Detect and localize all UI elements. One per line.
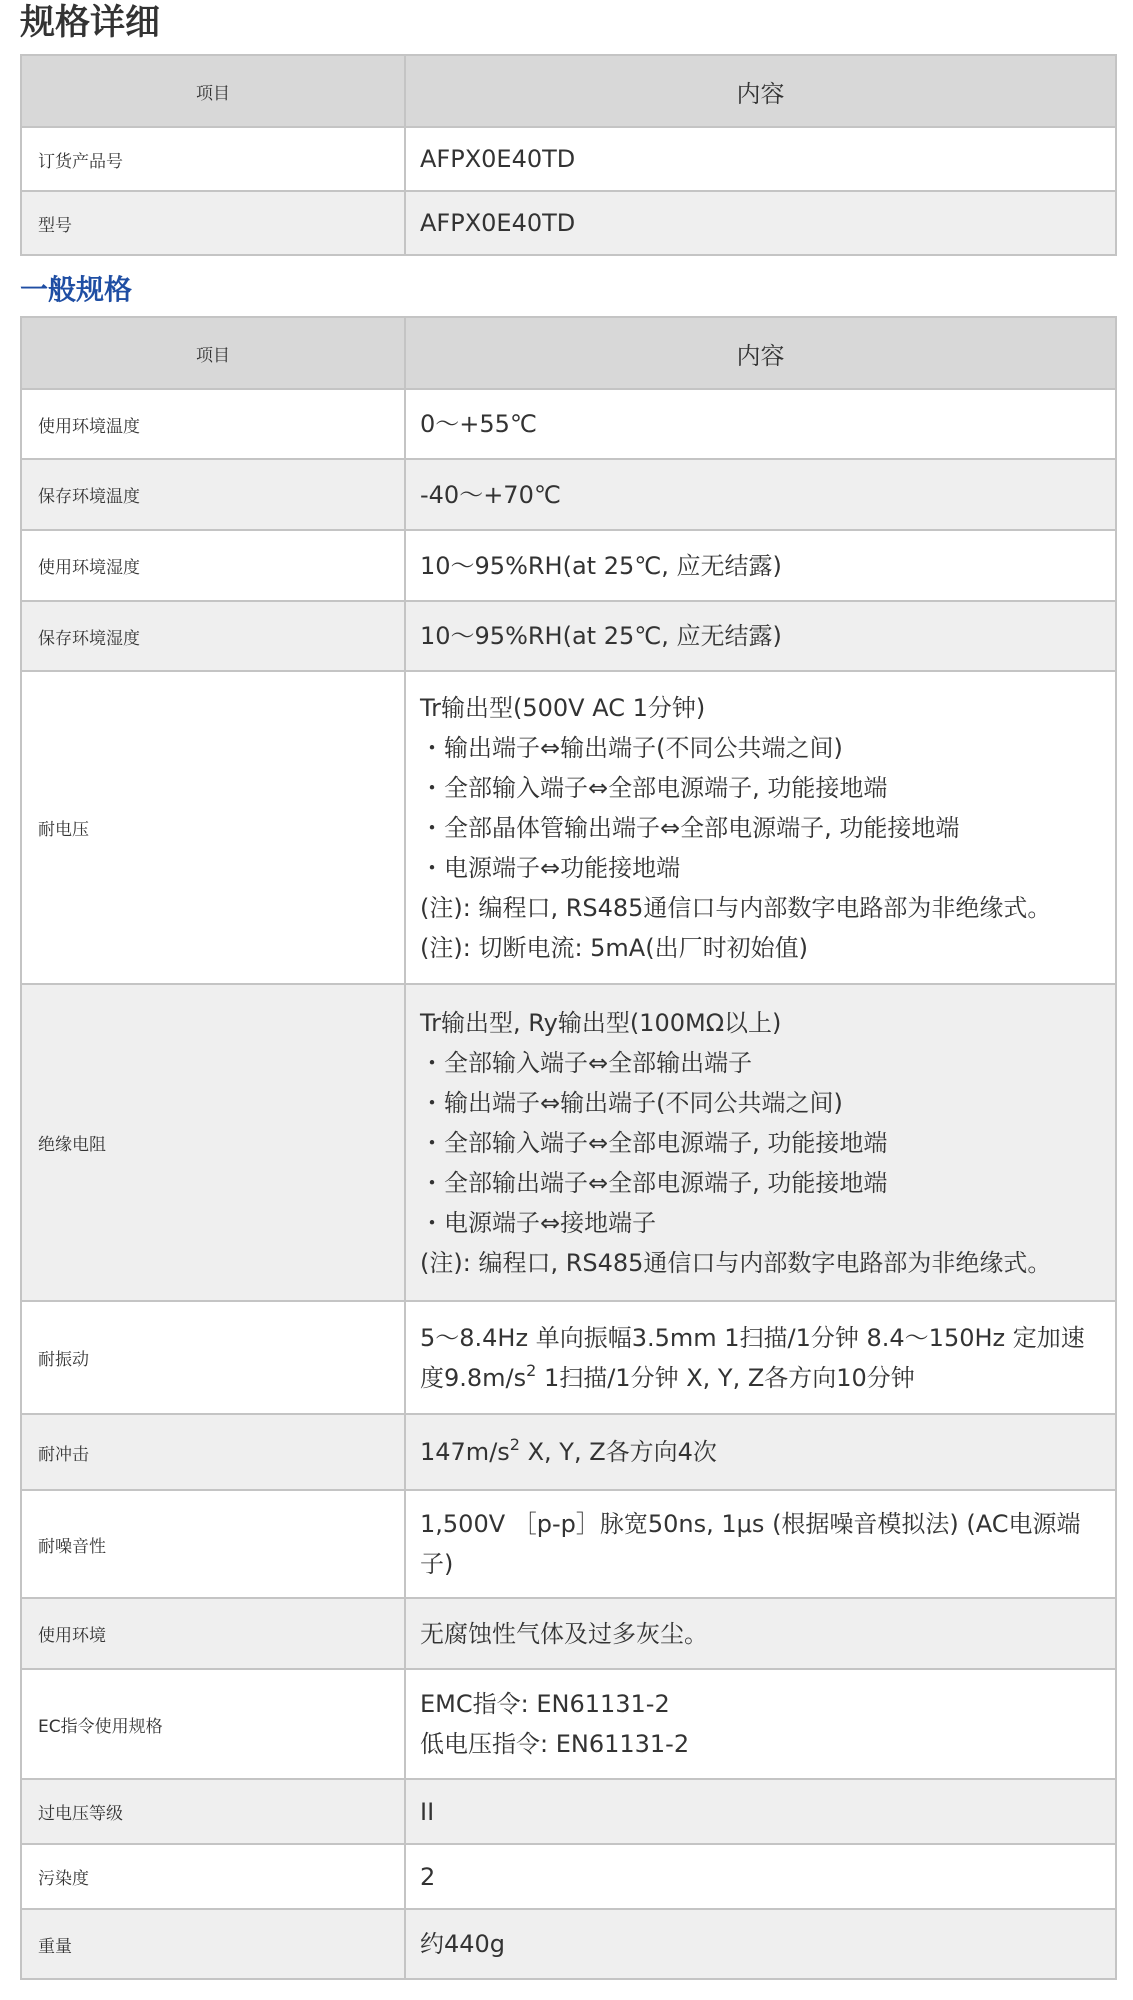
table-row [21, 1844, 1116, 1909]
row-value [405, 1779, 1116, 1844]
row-label: 使用环境温度 [21, 389, 405, 459]
row-label: 保存环境温度 [21, 459, 405, 530]
table-row [21, 1490, 1116, 1598]
value-text-main: 5～8.4Hz 单向振幅3.5mm 1扫描/1分钟 8.4～150Hz 定加速度9.8m/s [420, 1323, 1085, 1392]
header-content: 内容 [405, 55, 1116, 127]
value-line: 低电压指令: EN61131-2 [420, 1730, 690, 1758]
value-line: 2 [420, 1862, 436, 1891]
row-label: 耐振动 [21, 1301, 405, 1414]
value-line: ・全部输入端子⇔全部输出端子 [420, 1048, 753, 1077]
value-line: 10～95%RH(at 25℃, 应无结露) [420, 551, 782, 580]
value-text: 1,500V ［p-p］脉宽50ns, 1μs (根据噪音模拟法) (AC电源端子) [420, 1510, 1081, 1578]
value-line: 约440g [420, 1930, 506, 1958]
row-value [405, 1301, 1116, 1414]
page [20, 0, 1115, 1980]
row-value [405, 1844, 1116, 1909]
value-line: (注): 切断电流: 5mA(出厂时初始值) [420, 933, 808, 962]
value-line: ・全部输入端子⇔全部电源端子, 功能接地端 [420, 1128, 888, 1157]
superscript: 2 [509, 1435, 520, 1454]
value-line: ・输出端子⇔输出端子(不同公共端之间) [420, 1088, 843, 1117]
row-label: 耐电压 [21, 671, 405, 984]
value-line: Tr输出型, Ry输出型(100MΩ以上) [420, 1008, 782, 1037]
row-value [405, 671, 1116, 984]
value-line: ・电源端子⇔接地端子 [420, 1208, 657, 1237]
table-row [21, 530, 1116, 601]
row-value [405, 1909, 1116, 1979]
value-line: ・输出端子⇔输出端子(不同公共端之间) [420, 733, 843, 762]
table-header-row [21, 55, 1116, 127]
value-line: EMC指令: EN61131-2 [420, 1690, 670, 1718]
value-line: II [420, 1797, 435, 1826]
row-value: AFPX0E40TD [405, 127, 1116, 191]
table-row [21, 1669, 1116, 1779]
value-text-tail: X, Y, Z各方向4次 [519, 1438, 717, 1466]
table-row [21, 389, 1116, 459]
superscript: 2 [526, 1360, 537, 1380]
table-row [21, 601, 1116, 671]
row-value [405, 389, 1116, 459]
value-text [420, 1432, 1101, 1472]
value-line: (注): 编程口, RS485通信口与内部数字电路部为非绝缘式。 [420, 1248, 1052, 1277]
row-value [405, 1490, 1116, 1598]
spec-detail-title: 规格详细 [20, 3, 161, 43]
row-label: 重量 [21, 1909, 405, 1979]
value-line: Tr输出型(500V AC 1分钟) [420, 693, 706, 722]
header-content: 内容 [405, 317, 1116, 389]
value-line: 无腐蚀性气体及过多灰尘。 [420, 1619, 708, 1648]
row-label: 订货产品号 [21, 127, 405, 191]
row-label: 污染度 [21, 1844, 405, 1909]
table-row [21, 1301, 1116, 1414]
table-row [21, 1414, 1116, 1490]
row-label: 绝缘电阻 [21, 984, 405, 1301]
header-item: 项目 [21, 55, 405, 127]
table-row [21, 191, 1116, 255]
value-line: ・全部输入端子⇔全部电源端子, 功能接地端 [420, 773, 888, 802]
row-value [405, 1669, 1116, 1779]
value-text-tail: 1扫描/1分钟 X, Y, Z各方向10分钟 [536, 1363, 915, 1392]
row-value: AFPX0E40TD [405, 191, 1116, 255]
value-text [420, 1318, 1101, 1398]
table-header-row [21, 317, 1116, 389]
value-text-main: 147m/s [420, 1438, 510, 1466]
table-row [21, 127, 1116, 191]
row-value [405, 601, 1116, 671]
row-value [405, 459, 1116, 530]
row-value [405, 984, 1116, 1301]
value-line: 10～95%RH(at 25℃, 应无结露) [420, 622, 782, 650]
general-spec-title: 一般规格 [20, 273, 133, 306]
row-label: 保存环境湿度 [21, 601, 405, 671]
header-item: 项目 [21, 317, 405, 389]
row-value [405, 1414, 1116, 1490]
value-line: ・全部输出端子⇔全部电源端子, 功能接地端 [420, 1168, 888, 1197]
spec-detail-table [20, 54, 1117, 256]
table-row [21, 459, 1116, 530]
row-label: 过电压等级 [21, 1779, 405, 1844]
general-spec-table [20, 316, 1117, 1980]
table-row [21, 1909, 1116, 1979]
row-label: 使用环境湿度 [21, 530, 405, 601]
row-value [405, 530, 1116, 601]
value-line: ・电源端子⇔功能接地端 [420, 853, 681, 882]
row-label: 使用环境 [21, 1598, 405, 1669]
table-row [21, 1598, 1116, 1669]
value-line: -40～+70℃ [420, 480, 561, 509]
row-label: 型号 [21, 191, 405, 255]
value-line: (注): 编程口, RS485通信口与内部数字电路部为非绝缘式。 [420, 893, 1052, 922]
value-line: ・全部晶体管输出端子⇔全部电源端子, 功能接地端 [420, 813, 960, 842]
row-label: 耐噪音性 [21, 1490, 405, 1598]
table-row [21, 1779, 1116, 1844]
row-label: EC指令使用规格 [21, 1669, 405, 1779]
row-value [405, 1598, 1116, 1669]
value-line: 0～+55℃ [420, 410, 537, 438]
row-label: 耐冲击 [21, 1414, 405, 1490]
table-row [21, 671, 1116, 984]
table-row [21, 984, 1116, 1301]
